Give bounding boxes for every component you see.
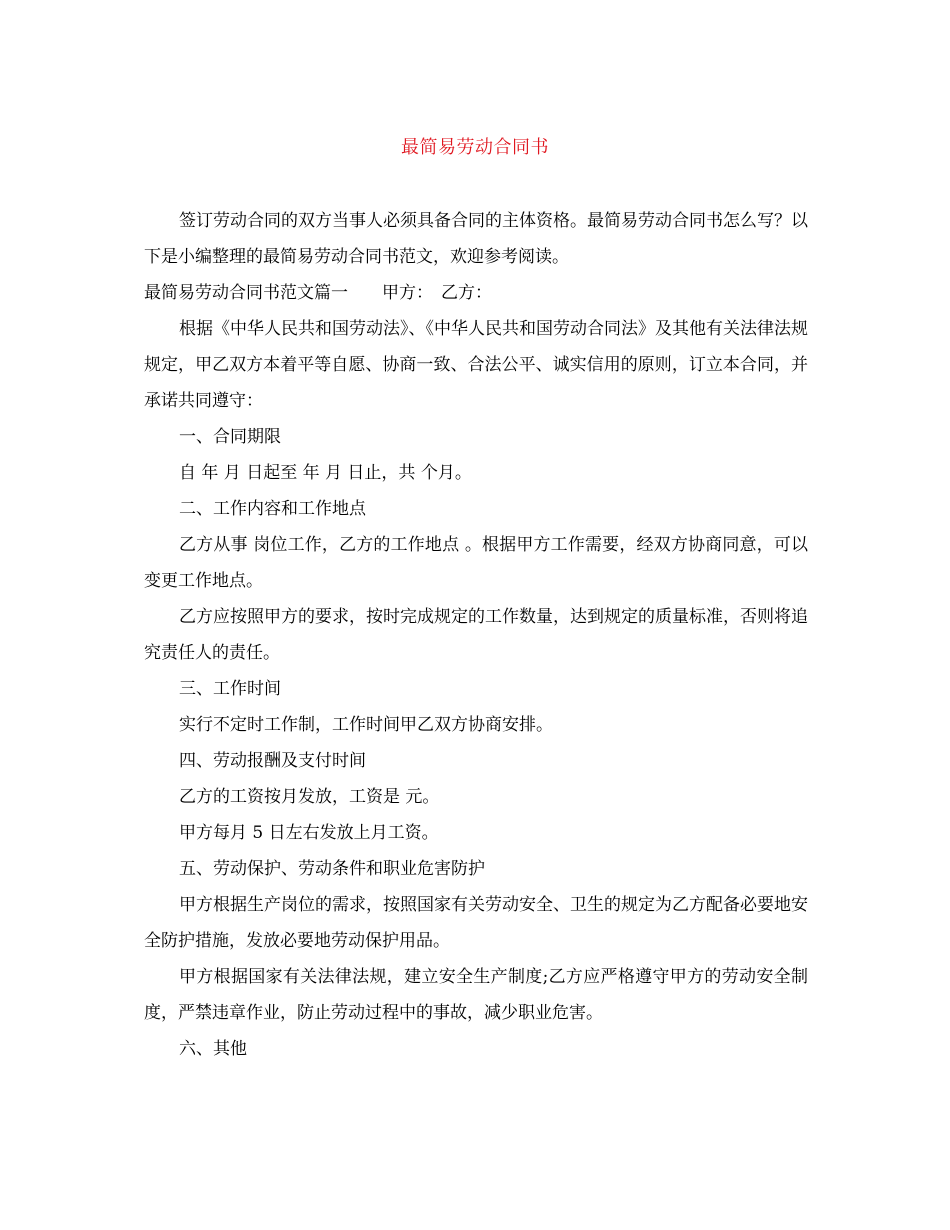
party-b-label: 乙方： [441,283,492,303]
heading-labor-protection: 五、劳动保护、劳动条件和职业危害防护 [179,859,485,879]
heading-contract-term: 一、合同期限 [179,427,281,447]
payday-paragraph: 甲方每月 5 日左右发放上月工资。 [179,823,439,843]
salary-paragraph: 乙方的工资按月发放，工资是 元。 [179,787,440,807]
safety-system-paragraph: 甲方根据国家有关法律法规，建立安全生产制度;乙方应严格遵守甲方的劳动安全制度，严禁违章作业，防止劳动过程中的事故，减少职业危害。 [144,967,808,1023]
work-requirement-paragraph: 乙方应按照甲方的要求，按时完成规定的工作数量，达到规定的质量标准，否则将追究责任人的责任。 [144,607,808,663]
section-subheading [144,275,808,311]
document-title: 最简易劳动合同书 [401,137,549,158]
heading-work-content: 二、工作内容和工作地点 [179,499,366,519]
heading-work-time: 三、工作时间 [179,679,281,699]
intro-paragraph: 签订劳动合同的双方当事人必须具备合同的主体资格。最简易劳动合同书怎么写？以下是小编整理的最简易劳动合同书范文，欢迎参考阅读。 [144,211,808,267]
document-body [144,203,808,1067]
heading-remuneration: 四、劳动报酬及支付时间 [179,751,366,771]
subheading-label: 最简易劳动合同书范文篇一 [144,283,348,303]
work-location-paragraph: 乙方从事 岗位工作，乙方的工作地点 。根据甲方工作需要，经双方协商同意，可以变更工作地点。 [144,535,808,591]
contract-term-paragraph: 自 年 月 日起至 年 月 日止，共 个月。 [179,463,472,483]
work-time-paragraph: 实行不定时工作制，工作时间甲乙双方协商安排。 [179,715,553,735]
protection-equipment-paragraph: 甲方根据生产岗位的需求，按照国家有关劳动安全、卫生的规定为乙方配备必要地安全防护措施，发放必要地劳动保护用品。 [144,895,808,951]
heading-other: 六、其他 [179,1039,247,1059]
party-a-label: 甲方： [382,283,433,303]
preamble-paragraph: 根据《中华人民共和国劳动法》、《中华人民共和国劳动合同法》及其他有关法律法规规定，甲乙双方本着平等自愿、协商一致、合法公平、诚实信用的原则，订立本合同，并承诺共同遵守： [144,319,808,411]
